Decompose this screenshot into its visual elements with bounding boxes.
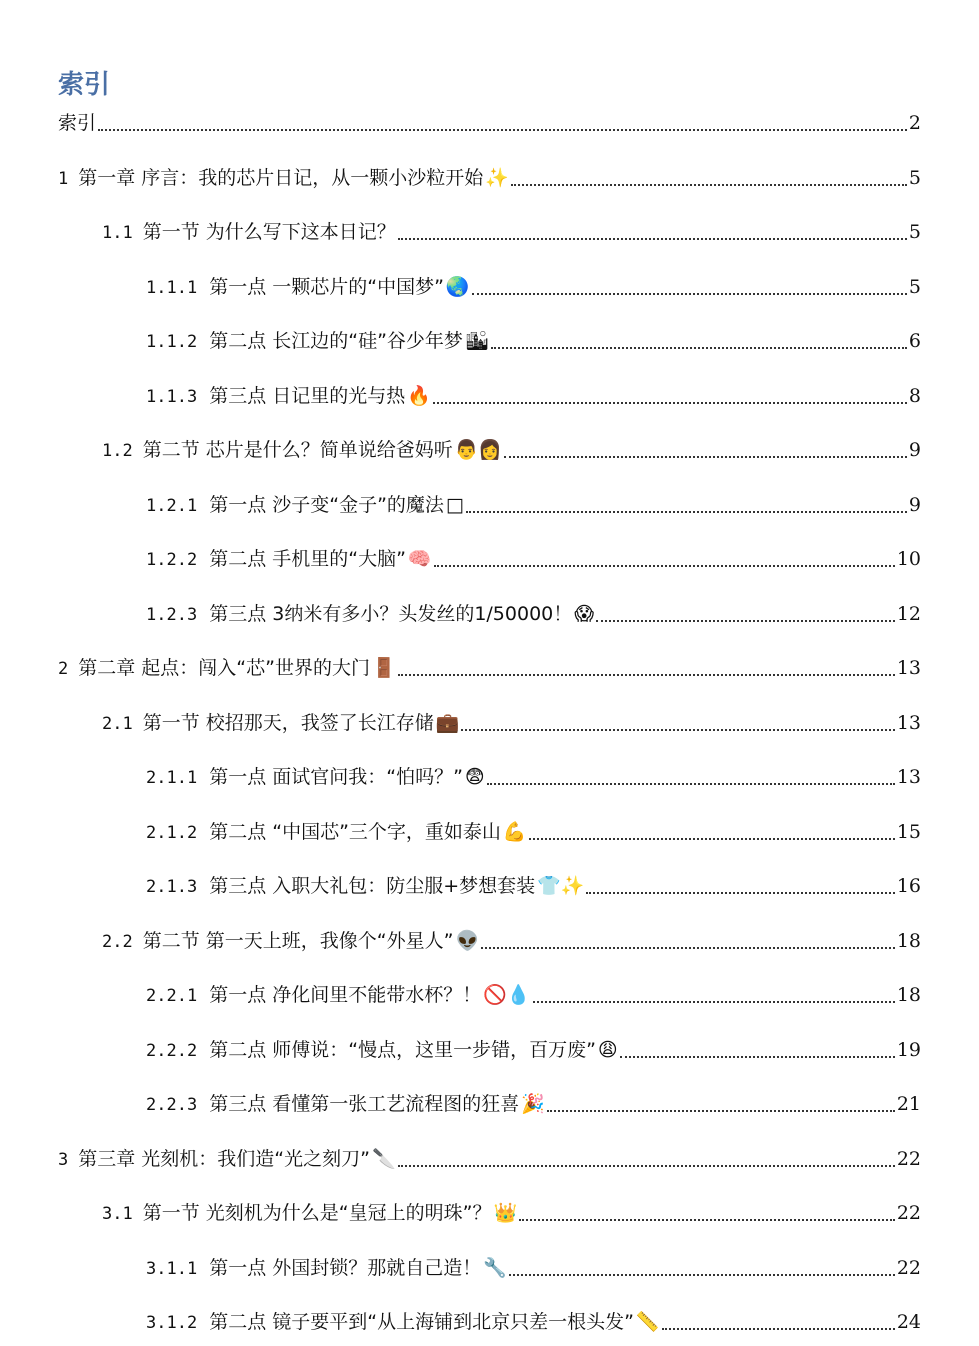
toc-entry-title: 第二点 长江边的“硅”谷少年梦 [209,330,463,352]
toc-entry-title: 第二节 芯片是什么？简单说给爸妈听 [142,439,453,461]
toc-entry[interactable] [146,544,921,574]
toc-entry-number: 3.1.1 [146,1258,198,1279]
toc-entry-emoji-icon: 🏙 [464,330,490,352]
toc-entry-number: 2.1.3 [146,877,198,897]
toc-leader-dots [547,1109,895,1112]
toc-entry[interactable] [102,708,921,738]
toc-entry[interactable] [58,163,921,193]
toc-entry-number: 2.2.1 [146,986,198,1006]
toc-entry-emoji-icon: 👽 [455,929,480,952]
toc-entry-page-number: 9 [908,439,921,461]
toc-entry-title: 第二节 第一天上班，我像个“外星人” [142,929,454,952]
toc-entry-page-number: 10 [896,548,921,570]
toc-heading: 索引 [58,70,111,100]
toc-entry-number: 1.1.3 [146,386,198,407]
toc-entry-page-number: 21 [896,1093,921,1115]
toc-leader-dots [620,1055,895,1058]
toc-leader-dots [398,673,895,676]
toc-leader-dots [519,1218,895,1221]
toc-leader-dots [472,292,907,295]
toc-entry-title: 第一点 一颗芯片的“中国梦” [209,275,444,298]
toc-entry-number: 1 [58,168,69,189]
toc-entry-page-number: 5 [908,221,921,243]
toc-entry-title: 第二章 起点：闯入“芯”世界的大门 [78,657,370,679]
toc-entry[interactable] [146,326,921,356]
toc-entry-emoji-icon: 💪 [502,820,527,843]
toc-leader-dots [586,891,894,894]
toc-entry[interactable] [102,926,921,956]
toc-entry-number: 2.2.3 [146,1095,198,1115]
toc-entry-emoji-icon: 😱 [574,602,595,625]
toc-entry-emoji-icon: 😨 [464,766,485,788]
toc-entry[interactable] [146,1307,921,1337]
toc-entry-emoji-icon: 💼 [435,711,460,734]
toc-entry[interactable] [146,272,921,302]
toc-entry-emoji-icon: 👑 [493,1202,518,1224]
toc-leader-dots [511,183,907,186]
toc-entry-number: 1.2.3 [146,604,198,625]
toc-leader-dots [481,946,895,949]
toc-entry-title: 第一节 校招那天，我签了长江存储 [142,711,434,734]
toc-entry-emoji-icon: □ [445,493,464,516]
toc-entry-number: 1.1.1 [146,277,198,298]
toc-entry-title: 第一节 光刻机为什么是“皇冠上的明珠”？ [142,1202,492,1224]
toc-entry-number: 1.2 [102,441,133,461]
toc-leader-dots [433,401,907,404]
toc-entry-title: 第一点 外国封锁？那就自己造！ [209,1256,482,1279]
toc-entry-page-number: 22 [896,1202,921,1224]
toc-entry[interactable] [146,381,921,411]
toc-entry[interactable] [146,1035,921,1065]
toc-entry-page-number: 15 [896,820,921,843]
toc-entry-title: 第三点 看懂第一张工艺流程图的狂喜 [209,1093,520,1115]
toc-entry-title: 第二点 手机里的“大脑” [209,548,406,570]
toc-leader-dots [398,1164,895,1167]
toc-entry-number: 3.1 [102,1204,133,1224]
toc-entry-emoji-icon: 🔧 [483,1256,507,1279]
toc-entry[interactable] [102,435,921,465]
toc-entry-page-number: 9 [908,493,921,516]
toc-entry-page-number: 6 [908,330,921,352]
toc-leader-dots [491,346,907,349]
toc-leader-dots [461,728,894,731]
toc-entry-emoji-icon: 👕✨ [537,875,585,897]
toc-leader-dots [509,1273,895,1276]
toc-leader-dots [466,510,907,513]
toc-entry-page-number: 13 [896,711,921,734]
toc-entry-emoji-icon: 🔥 [407,384,431,407]
toc-entry-title: 第一章 序言：我的芯片日记，从一颗小沙粒开始 [78,166,484,189]
toc-entry-emoji-icon: ✨ [485,166,509,189]
toc-entry[interactable] [58,108,921,138]
toc-entry-number: 2.1.1 [146,768,198,788]
toc-entry-title: 第三点 日记里的光与热 [209,384,406,407]
toc-entry[interactable] [146,871,921,901]
toc-entry-page-number: 2 [908,112,921,134]
toc-entry-title: 第二点 镜子要平到“从上海铺到北京只差一根头发” [209,1311,634,1333]
toc-entry-page-number: 24 [896,1311,921,1333]
toc-entry[interactable] [146,762,921,792]
toc-entry-title: 第三点 3纳米有多小？头发丝的1/50000！ [209,602,573,625]
toc-entry-page-number: 13 [896,657,921,679]
toc-entry-number: 1.2.1 [146,495,198,516]
toc-entry-number: 2 [58,659,69,679]
toc-entry-page-number: 5 [908,166,921,189]
toc-entry[interactable] [146,1253,921,1283]
toc-entry-title: 第一点 面试官问我：“怕吗？” [209,766,463,788]
toc-entry-title: 第一点 净化间里不能带水杯？！ [209,984,482,1006]
toc-leader-dots [398,237,907,240]
toc-leader-dots [596,619,895,622]
toc-entry-number: 2.1 [102,713,133,734]
toc-entry-number: 1.1.2 [146,332,198,352]
toc-entry-emoji-icon: 📏 [635,1311,660,1333]
toc-entry-title: 第二点 师傅说：“慢点，这里一步错，百万废” [209,1038,596,1061]
toc-entry[interactable] [146,1089,921,1119]
toc-entry-page-number: 22 [896,1147,921,1170]
toc-entry-page-number: 22 [896,1256,921,1279]
toc-entry-title: 第一节 为什么写下这本日记？ [142,221,396,243]
toc-entry-number: 1.1 [102,223,133,243]
toc-entry-number: 3.1.2 [146,1313,198,1333]
toc-entry-number: 2.1.2 [146,822,198,843]
toc-entry[interactable] [146,817,921,847]
toc-leader-dots [98,128,907,131]
toc-entry-emoji-icon: 🔪 [371,1147,396,1170]
toc-leader-dots [529,837,895,840]
toc-entry-page-number: 12 [896,602,921,625]
toc-entry-emoji-icon: 🚪 [371,657,396,679]
toc-entry-title: 第一点 沙子变“金子”的魔法 [209,493,444,516]
toc-entry-title: 索引 [58,112,97,134]
toc-entry-emoji-icon: 🎉 [521,1093,545,1115]
toc-entry[interactable] [146,599,921,629]
toc-entry[interactable] [58,1144,921,1174]
toc-entry-page-number: 18 [896,984,921,1006]
toc-leader-dots [662,1327,895,1330]
toc-entry-page-number: 5 [908,275,921,298]
toc-leader-dots [434,564,895,567]
toc-entry-number: 2.2.2 [146,1040,198,1061]
toc-entry-page-number: 18 [896,929,921,952]
toc-entry-emoji-icon: 👨‍👩 [454,439,503,461]
toc-entry-page-number: 13 [896,766,921,788]
toc-entry-emoji-icon: 😩 [597,1038,618,1061]
toc-entry-title: 第三章 光刻机：我们造“光之刻刀” [78,1147,370,1170]
toc-entry-number: 1.2.2 [146,550,198,570]
toc-entry-page-number: 19 [896,1038,921,1061]
toc-entry-title: 第三点 入职大礼包：防尘服+梦想套装 [209,875,536,897]
toc-entry-emoji-icon: 🌏 [445,275,470,298]
toc-entry[interactable] [58,653,921,683]
toc-entry[interactable] [146,980,921,1010]
toc-leader-dots [504,455,907,458]
toc-entry-emoji-icon: 🧠 [407,548,432,570]
toc-entry-page-number: 8 [908,384,921,407]
toc-leader-dots [533,1000,895,1003]
toc-leader-dots [487,782,895,785]
toc-entry-emoji-icon: 🚫💧 [483,984,531,1006]
toc-entry-number: 2.2 [102,931,133,952]
toc-entry-page-number: 16 [896,875,921,897]
toc-entry[interactable] [102,217,921,247]
toc-entry-number: 3 [58,1149,69,1170]
toc-entry-title: 第二点 “中国芯”三个字，重如泰山 [209,820,501,843]
toc-entry[interactable] [102,1198,921,1228]
toc-entry[interactable] [146,490,921,520]
